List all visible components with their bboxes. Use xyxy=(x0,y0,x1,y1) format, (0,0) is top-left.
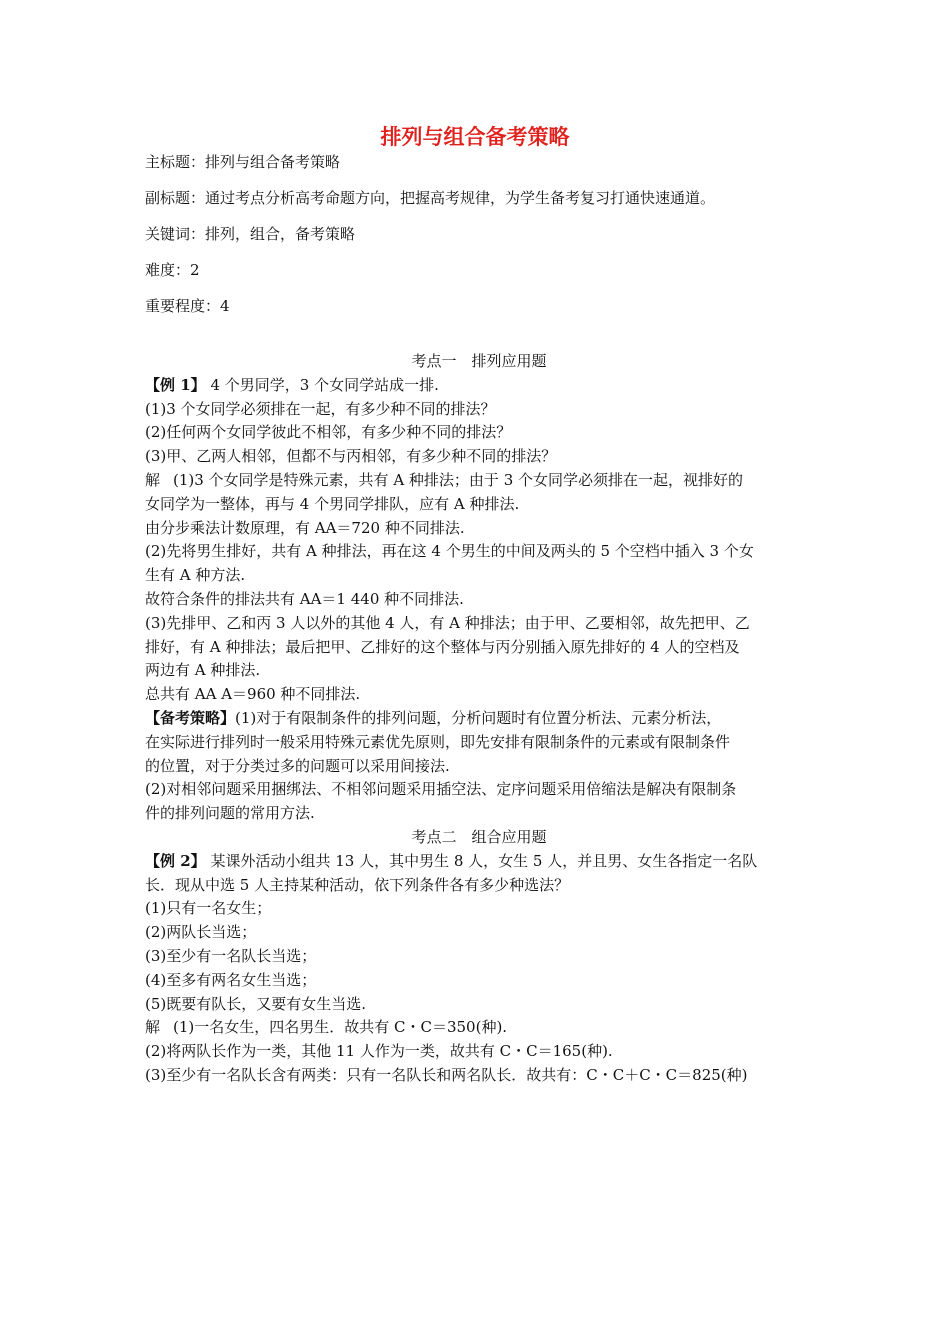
meta-subtitle: 副标题：通过考点分析高考命题方向，把握高考规律，为学生备考复习打通快速通道。 xyxy=(145,189,716,207)
solution1-s1c: 由分步乘法计数原理，有 AA＝720 种不同排法. xyxy=(145,518,465,537)
example2-q1: (1)只有一名女生； xyxy=(145,899,272,918)
example2-q5: (5)既要有队长，又要有女生当选. xyxy=(145,994,367,1013)
strategy-line xyxy=(145,707,813,731)
example2-q2: (2)两队长当选； xyxy=(145,923,257,942)
solution1-label: 解 xyxy=(145,470,161,489)
strategy-text: (1)对于有限制条件的排列问题，分析问题时有位置分析法、元素分析法， xyxy=(235,708,722,727)
strategy-st2b: 件的排列问题的常用方法. xyxy=(145,804,315,823)
example2-line xyxy=(145,850,813,874)
solution1-s3b: 排好，有 A 种排法；最后把甲、乙排好的这个整体与丙分别插入原先排好的 4 人的空档及 xyxy=(145,637,740,656)
solution1-text: (1)3 个女同学是特殊元素，共有 A 种排法；由于 3 个女同学必须排在一起，视排好的 xyxy=(173,470,744,489)
solution2-line xyxy=(145,1016,813,1040)
example2-e2b: 长．现从中选 5 人主持某种活动，依下列条件各有多少种选法？ xyxy=(145,875,570,894)
example2-label: 【例 2】 xyxy=(145,851,206,870)
solution1-line xyxy=(145,469,813,493)
solution1-s2c: 故符合条件的排法共有 AA＝1 440 种不同排法. xyxy=(145,589,464,608)
example2-q4: (4)至多有两名女生当选； xyxy=(145,970,317,989)
strategy-label: 【备考策略】 xyxy=(145,708,236,727)
strategy-st1b: 在实际进行排列时一般采用特殊元素优先原则，即先安排有限制条件的元素或有限制条件 xyxy=(145,732,731,751)
section1-heading: 考点一 排列应用题 xyxy=(411,352,547,370)
strategy-st1c: 的位置，对于分类过多的问题可以采用间接法. xyxy=(145,756,450,775)
example2-text: 某课外活动小组共 13 人，其中男生 8 人，女生 5 人，并且男、女生各指定一名队 xyxy=(205,851,758,870)
solution1-s3c: 两边有 A 种排法. xyxy=(145,661,261,680)
solution2-label: 解 xyxy=(145,1018,161,1037)
meta-difficulty: 难度：2 xyxy=(145,261,200,279)
solution1-s1b: 女同学为一整体，再与 4 个男同学排队，应有 A 种排法. xyxy=(145,494,520,513)
meta-importance: 重要程度：4 xyxy=(145,297,230,315)
document-body xyxy=(145,350,813,1088)
solution1-s3a: (3)先排甲、乙和丙 3 人以外的其他 4 人，有 A 种排法；由于甲、乙要相邻，故先把甲、乙 xyxy=(145,613,750,632)
example1-line xyxy=(145,374,813,398)
solution2-s3: (3)至少有一名队长含有两类：只有一名队长和两名队长．故共有：C・C＋C・C＝825(种) xyxy=(145,1065,748,1084)
document-title: 排列与组合备考策略 xyxy=(380,125,570,149)
solution1-s2b: 生有 A 种方法. xyxy=(145,566,246,585)
solution1-s3d: 总共有 AA A＝960 种不同排法. xyxy=(145,685,361,704)
strategy-st2a: (2)对相邻问题采用捆绑法、不相邻问题采用插空法、定序问题采用倍缩法是解决有限制条 xyxy=(145,780,737,799)
example1-text: 4 个男同学，3 个女同学站成一排. xyxy=(205,375,439,394)
meta-keywords: 关键词：排列，组合，备考策略 xyxy=(145,225,356,243)
example2-q3: (3)至少有一名队长当选； xyxy=(145,946,317,965)
example1-q1: (1)3 个女同学必须排在一起，有多少种不同的排法？ xyxy=(145,399,496,418)
section2-heading: 考点二 组合应用题 xyxy=(411,827,547,846)
solution2-text: (1)一名女生，四名男生．故共有 C・C＝350(种). xyxy=(173,1018,508,1037)
meta-main-title: 主标题：排列与组合备考策略 xyxy=(145,153,341,171)
example1-q3: (3)甲、乙两人相邻，但都不与丙相邻，有多少种不同的排法？ xyxy=(145,447,557,466)
example1-q2: (2)任何两个女同学彼此不相邻，有多少种不同的排法？ xyxy=(145,423,512,442)
solution1-s2a: (2)先将男生排好，共有 A 种排法，再在这 4 个男生的中间及两头的 5 个空档中插入 3 个女 xyxy=(145,542,754,561)
example1-label: 【例 1】 xyxy=(145,375,206,394)
solution2-s2: (2)将两队长作为一类，其他 11 人作为一类，故共有 C・C＝165(种). xyxy=(145,1042,613,1061)
